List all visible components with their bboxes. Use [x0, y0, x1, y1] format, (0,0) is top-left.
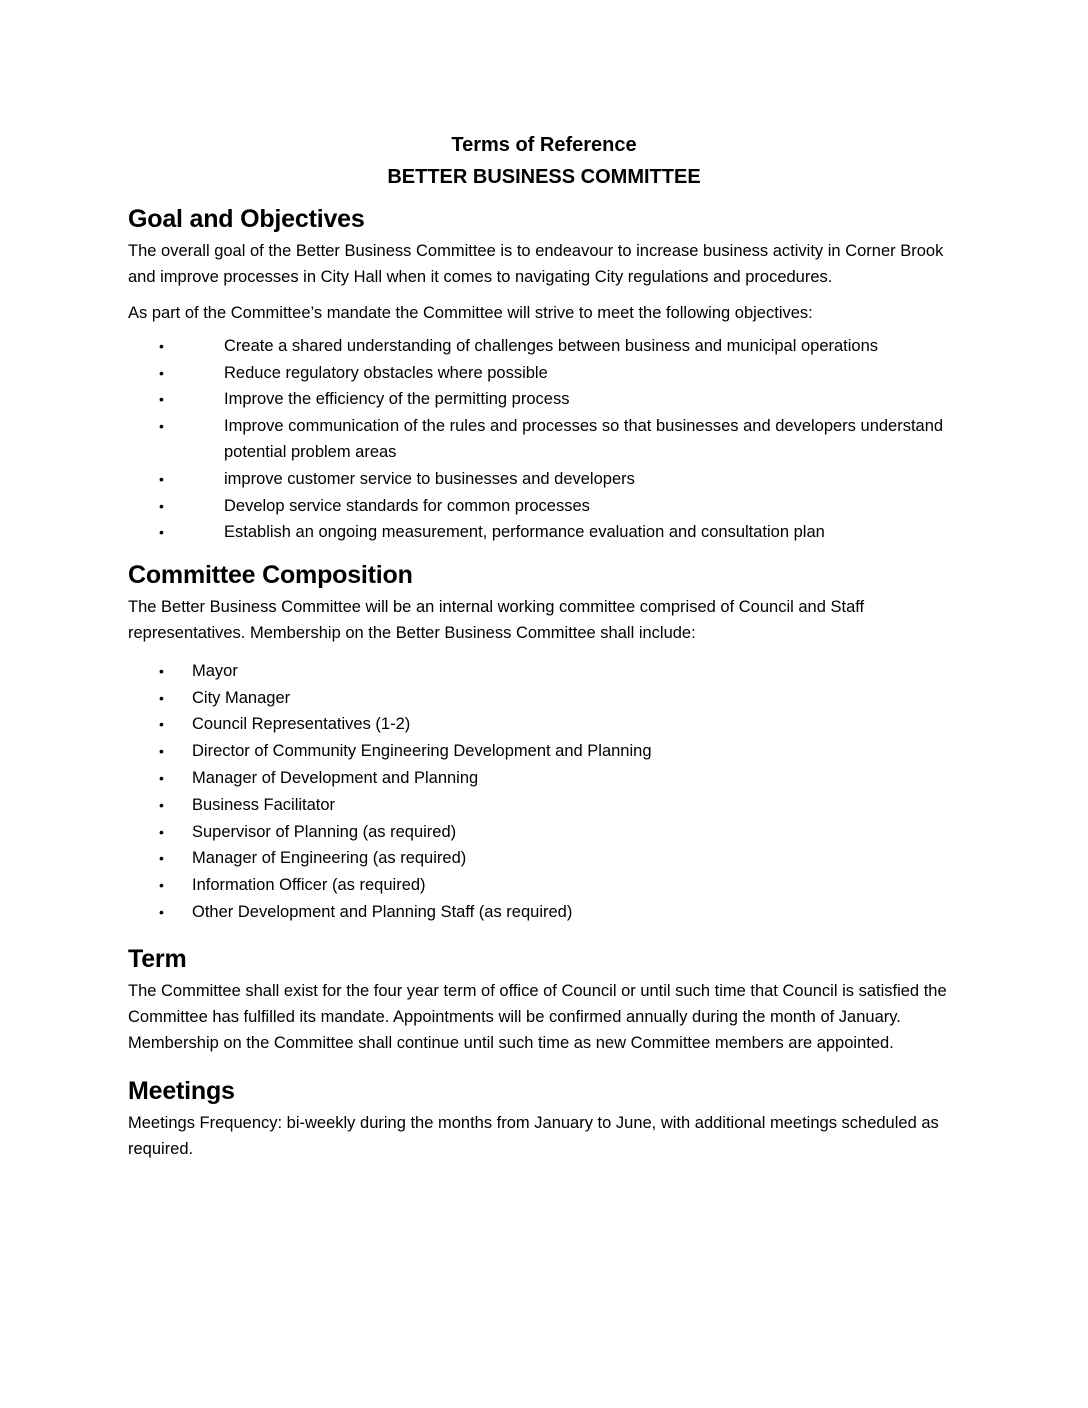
objectives-list [128, 333, 948, 546]
bullet-icon: • [159, 338, 164, 354]
list-item [128, 685, 948, 712]
bullet-icon: • [159, 662, 164, 679]
members-list [128, 658, 948, 926]
bullet-icon: • [159, 903, 164, 920]
objective-text: Reduce regulatory obstacles where possible [224, 363, 548, 382]
title-block [128, 130, 960, 192]
list-item [128, 413, 948, 466]
term-section [128, 942, 948, 1056]
meetings-heading: Meetings [128, 1076, 235, 1105]
bullet-icon: • [159, 743, 164, 760]
objective-text: Improve communication of the rules and processes so that businesses and developers understand potential problem areas [224, 416, 944, 462]
bullet-icon: • [159, 850, 164, 867]
member-text: Supervisor of Planning (as required) [192, 822, 457, 841]
member-text: Other Development and Planning Staff (as required) [192, 902, 573, 921]
bullet-icon: • [159, 689, 164, 706]
goal-intro: The overall goal of the Better Business Committee is to endeavour to increase business activity in Corner Brook and improve processes in City Hall when it comes to navigating City regulations and procedures. [128, 242, 944, 286]
member-text: Information Officer (as required) [192, 876, 426, 895]
member-text: Business Facilitator [192, 795, 336, 814]
bullet-icon: • [159, 364, 164, 381]
list-item [128, 845, 948, 872]
term-text: The Committee shall exist for the four year term of office of Council or until such time that Council is satisfied the Committee has fulfilled its mandate. Appointments will be confirmed annually during the month of January. Membership on the Committee shall continue until such time as new Committee members are appointed. [128, 981, 947, 1052]
bullet-icon: • [159, 417, 164, 434]
bullet-icon: • [159, 497, 164, 514]
list-item [128, 386, 948, 413]
list-item [128, 493, 948, 520]
document-page [128, 130, 948, 1162]
bullet-icon: • [159, 769, 164, 786]
goal-section [128, 202, 948, 546]
bullet-icon: • [159, 716, 164, 733]
meetings-text: Meetings Frequency: bi-weekly during the months from January to June, with additional meetings scheduled as required. [128, 1113, 939, 1158]
bullet-icon: • [159, 823, 164, 840]
list-item [128, 738, 948, 765]
list-item [128, 519, 948, 546]
bullet-icon: • [159, 524, 164, 541]
list-item [128, 466, 948, 493]
list-item [128, 333, 948, 360]
meetings-section [128, 1074, 948, 1162]
composition-heading: Committee Composition [128, 560, 413, 589]
objective-text: improve customer service to businesses and developers [224, 469, 635, 488]
goal-heading: Goal and Objectives [128, 205, 365, 233]
composition-intro: The Better Business Committee will be an internal working committee comprised of Council and Staff representatives. Membership on the Better Business Committee shall include: [128, 597, 865, 642]
list-item [128, 360, 948, 387]
list-item [128, 819, 948, 846]
member-text: Manager of Engineering (as required) [192, 849, 467, 868]
list-item [128, 711, 948, 738]
document-subtitle: BETTER BUSINESS COMMITTEE [387, 166, 701, 188]
member-text: Council Representatives (1-2) [192, 715, 411, 734]
list-item [128, 872, 948, 899]
bullet-icon: • [159, 877, 164, 894]
composition-section [128, 558, 948, 926]
goal-lead: As part of the Committee’s mandate the Committee will strive to meet the following objectives: [128, 304, 813, 322]
member-text: Mayor [192, 661, 238, 680]
objective-text: Establish an ongoing measurement, performance evaluation and consultation plan [224, 523, 825, 542]
bullet-icon: • [159, 470, 164, 487]
objective-text: Improve the efficiency of the permitting process [224, 390, 570, 409]
member-text: Director of Community Engineering Development and Planning [192, 742, 652, 761]
term-heading: Term [128, 944, 187, 973]
objective-text: Develop service standards for common processes [224, 496, 590, 515]
list-item [128, 658, 948, 685]
member-text: Manager of Development and Planning [192, 768, 479, 787]
member-text: City Manager [192, 688, 291, 707]
list-item [128, 899, 948, 926]
list-item [128, 792, 948, 819]
objective-text: Create a shared understanding of challenges between business and municipal operations [224, 337, 879, 355]
bullet-icon: • [159, 796, 164, 813]
document-title: Terms of Reference [451, 134, 637, 156]
bullet-icon: • [159, 391, 164, 408]
list-item [128, 765, 948, 792]
